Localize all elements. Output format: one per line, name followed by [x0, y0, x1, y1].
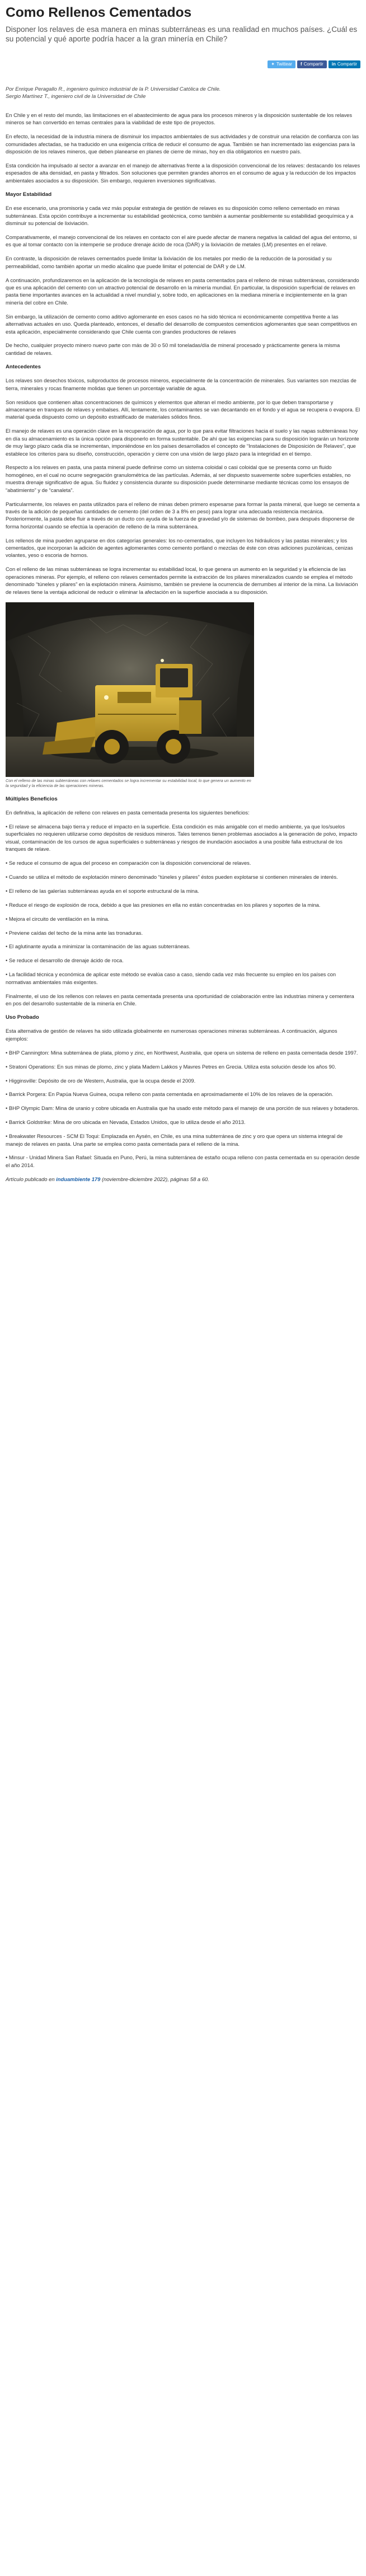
- body-paragraph: Esta condición ha impulsado al sector a avanzar en el manejo de alternativas frente a la disposición convencional de los relaves: destacando los relaves espesados de alta densidad, en pasta y filtrados. Son soluciones que permiten grandes ahorros en el consumo de agua y la reducción de los impactos ambientales asociados a su disposición. Sin embargo, requieren inversiones significativas.: [6, 162, 360, 184]
- list-item: • BHP Olympic Dam: Mina de uranio y cobre ubicada en Australia que ha usado este método para el manejo de una porción de sus relaves y botaderos.: [6, 1105, 359, 1112]
- mine-loader-photo: [6, 602, 254, 777]
- body-paragraph: Particularmente, los relaves en pasta utilizados para el relleno de minas deben primero espesarse para formar la pasta mineral, que luego se cementa a través de la adición de pequeñas cantidades de cemento (del orden de 3 a 8% en peso) para lograr una adecuada resistencia mecánica. Posteriormente, la pasta debe fluir a través de un ducto con ayuda de la fuerza de gravedad y/o de sistemas de bombeo, para después disponerse de forma horizontal cuando se efectúa la operación de relleno de la mina subterránea.: [6, 500, 360, 530]
- facebook-f-icon: f: [300, 62, 302, 67]
- list-item: • Minsur - Unidad Minera San Rafael: Situada en Puno, Perú, la mina subterránea de estaño ocupa relleno con pasta cementada en su operación desde el año 2014.: [6, 1154, 360, 1168]
- list-item: • Higginsville: Depósito de oro de Western, Australia, que la ocupa desde el 2009.: [6, 1077, 196, 1084]
- body-paragraph: Son residuos que contienen altas concentraciones de químicos y elementos que alteran el medio ambiente, por lo que deben transportarse y almacenarse en tranques de relaves y embalses. Allí, lentamente, los contaminantes se van decantando en el fondo y el agua se recupera o evapora. El material queda dispuesto como un depósito estratificado de materiales sólidos finos.: [6, 399, 360, 420]
- body-paragraph: El manejo de relaves es una operación clave en la recuperación de agua, por lo que para evitar filtraciones hacia el suelo y las napas subterráneas hoy en día su almacenamiento es la única opción para disponerlo en forma sustentable. De ahí que las exigencias para su disposición lograrán un horizonte de muy largo plazo cada día se incrementan, imponiéndose en los países desarrollados el concepto de “Instalaciones de Disposición de Relaves”, que establece los criterios para su diseño, construcción, operación y cierre con una visión de largo plazo para la integridad en el tiempo.: [6, 428, 359, 457]
- list-item: • El relave se almacena bajo tierra y reduce el impacto en la superficie. Esta condición es más amigable con el medio ambiente, ya que los/suelos superficiales no requieren utilizarse como depósitos de residuos mineros. Tales terrenos tienen problemas asociados a la generación de polvo, impacto visual, contaminación de los cursos de agua superficiales o subterráneas y riesgos de inundación asociados a una posible falla estructural de los tranques de relave.: [6, 823, 358, 853]
- list-item: • BHP Cannington: Mina subterránea de plata, plomo y zinc, en Northwest, Australia, que opera un sistema de relleno en pasta cementada desde 1997.: [6, 1049, 358, 1056]
- publication-suffix: (noviembre-diciembre 2022), páginas 58 a 60.: [100, 1175, 209, 1182]
- body-paragraph: De hecho, cualquier proyecto minero nuevo parte con más de 30 o 50 mil toneladas/día de mineral procesado y prácticamente genera la misma cantidad de relaves.: [6, 342, 340, 356]
- article-body: [6, 111, 360, 1183]
- list-item: • Reduce el riesgo de explosión de roca, debido a que las presiones en ella no están concentradas en los pilares y soportes de la mina.: [6, 901, 321, 908]
- list-item: • Se reduce el desarrollo de drenaje ácido de roca.: [6, 957, 124, 964]
- body-paragraph: En contraste, la disposición de relaves cementados puede limitar la lixiviación de los metales por medio de la reducción de la porosidad y su permeabilidad, como también aportar un medio alcalino que puede limitar el potencial de DAR y de LM.: [6, 255, 332, 269]
- linkedin-share-button[interactable]: [329, 60, 360, 68]
- facebook-share-label: Compartir: [303, 62, 323, 67]
- twitter-bird-icon: ✦: [271, 62, 275, 67]
- body-paragraph: En ese escenario, una promisoria y cada vez más popular estrategia de gestión de relaves es su disposición como relleno cementado en minas subterráneas. Esta opción contribuye a incrementar su estabilidad geotécnica, como también a aumentar posiblemente su estabilidad geoquímica y a disminuir su potencial de lixiviación.: [6, 205, 354, 227]
- body-paragraph: Esta alternativa de gestión de relaves ha sido utilizada globalmente en numerosas operaciones mineras subterráneas. A continuación, algunos ejemplos:: [6, 1028, 337, 1042]
- section-heading: Uso Probado: [6, 1014, 39, 1020]
- list-item: • Stratoni Operations: En sus minas de plomo, zinc y plata Madem Lakkos y Mavres Petres en Grecia. Utiliza esta solución desde los años 90.: [6, 1063, 336, 1070]
- share-bar: [6, 60, 360, 69]
- list-item: • El aglutinante ayuda a minimizar la contaminación de las aguas subterráneas.: [6, 943, 191, 950]
- facebook-share-button[interactable]: [297, 60, 327, 68]
- magazine-issue-link[interactable]: induambiente 179: [56, 1175, 101, 1182]
- list-item: • Se reduce el consumo de agua del proceso en comparación con la disposición convencional de relaves.: [6, 860, 251, 867]
- figure-caption: Con el relleno de las minas subterráneas con relaves cementados se logra incrementar su estabilidad local, lo que genera un aumento en la seguridad y la eficiencia de las operaciones mineras.: [6, 778, 251, 788]
- publication-prefix: Artículo publicado en: [6, 1175, 57, 1182]
- body-paragraph: En definitiva, la aplicación de relleno con relaves en pasta cementada presenta los siguientes beneficios:: [6, 809, 250, 816]
- list-item: • Barrick Porgera: En Papúa Nueva Guinea, ocupa relleno con pasta cementada en aproximadamente el 10% de los relaves de la operación.: [6, 1091, 334, 1098]
- list-item: • Breakwater Resources - SCM El Toqui: Emplazada en Aysén, en Chile, es una mina subterránea de zinc y oro que opera un sistema integral de manejo de relaves en pasta. Una parte se emplea como pasta cementada para el relleno de la mina.: [6, 1133, 343, 1147]
- body-paragraph: A continuación, profundizaremos en la aplicación de la tecnología de relaves en pasta cementados para el relleno de minas subterráneas, considerando que es una aplicación del cemento con un atractivo potencial de desarrollo en la minería mundial. En particular, la disposición superficial de relaves en pasta tiene importantes avances en la actualidad a nivel mundial y, sobre todo, en aplicaciones en la mediana minería e incipientemente en la gran minería del cobre en Chile.: [6, 277, 359, 306]
- body-paragraph: Los relaves son desechos tóxicos, subproductos de procesos mineros, especialmente de la concentración de minerales. Sus variantes son mezclas de tierra, minerales y rocas finamente molidas que tienen un porcentaje variable de agua.: [6, 377, 356, 391]
- list-item: • Previene caídas del techo de la mina ante las tronaduras.: [6, 929, 143, 936]
- article-title: Como Rellenos Cementados: [6, 5, 192, 20]
- body-paragraph: Con el relleno de las minas subterráneas se logra incrementar su estabilidad local, lo que genera un aumento en la seguridad y la eficiencia de las operaciones mineras. Por ejemplo, el relleno con relaves cementados permite la extracción de los pilares mineralizados cuando se emplea el método denominado “túneles y pilares” en la explotación minera. Asimismo, también se previene la ocurrencia de derrumbes al interior de la mina. La lixiviación de relaves tiene la ventaja adicional de reducir o eliminar la afectación en la superficie asociada a su disposición.: [6, 566, 358, 595]
- section-heading: Antecedentes: [6, 363, 41, 370]
- section-heading: Mayor Estabilidad: [6, 191, 52, 198]
- list-item: • Mejora el circuito de ventilación en la mina.: [6, 915, 110, 922]
- publication-note: [6, 1175, 360, 1183]
- body-paragraph: En efecto, la necesidad de la industria minera de disminuir los impactos ambientales de sus actividades y de construir una relación de confianza con las comunidades afectadas, se ha traducido en una exigencia crítica de reducir el consumo de agua. También se han incrementado las exigencias para la disposición de los relaves mineros, que deben planearse en planes de cierre de minas, hoy en día obligatorios en nuestro país.: [6, 133, 359, 155]
- author-line: Sergio Martínez T., ingeniero civil de la Universidad de Chile: [6, 93, 146, 99]
- body-paragraph: Respecto a los relaves en pasta, una pasta mineral puede definirse como un sistema coloidal o casi coloidal que se presenta como un fluido homogéneo, en el cual no ocurre segregación granulométrica de las partículas. Además, al ser dispuesto suavemente sobre superficies estables, no muestra drenaje significativo de agua. Su fluidez y consistencia durante su disposición puede determinarse mediante técnicas como los ensayos de “abatimiento” y de “canaleta”.: [6, 464, 351, 493]
- list-item: • Barrick Goldstrike: Mina de oro ubicada en Nevada, Estados Unidos, que lo utiliza desde el año 2013.: [6, 1119, 246, 1126]
- linkedin-share-label: Compartir: [337, 62, 357, 67]
- section-heading: Múltiples Beneficios: [6, 795, 58, 802]
- linkedin-in-icon: in: [331, 62, 336, 67]
- body-paragraph: Los rellenos de mina pueden agruparse en dos categorías generales: los no-cementados, que incluyen los hidráulicos y las pastas minerales; y los cementados, que incorporan la adición de agentes aglomerantes como cemento portland o mezclas de éste con otras adiciones puzolánicas, cenizas volantes, yeso o escoria de hornos.: [6, 537, 353, 559]
- list-item: • Cuando se utiliza el método de explotación minero denominado “túneles y pilares” éstos pueden explotarse si contienen minerales de interés.: [6, 873, 338, 880]
- list-item: • El relleno de las galerías subterráneas ayuda en el soporte estructural de la mina.: [6, 887, 199, 894]
- article-subtitle: Disponer los relaves de esa manera en minas subterráneas es una realidad en muchos países. ¿Cuál es su potencial y qué aporte podría hacer a la gran minería en Chile?: [6, 25, 358, 43]
- body-paragraph: Finalmente, el uso de los rellenos con relaves en pasta cementada presenta una oportunidad de colaboración entre las industrias minera y cementera en pos del desarrollo sustentable de la minería en Chile.: [6, 992, 354, 1006]
- twitter-share-button[interactable]: [268, 60, 295, 68]
- article-figure: [6, 602, 360, 789]
- twitter-share-label: Twittear: [276, 62, 292, 67]
- body-paragraph: Sin embargo, la utilización de cemento como aditivo aglomerante en esos casos no ha sido técnica ni económicamente competitiva frente a las alternativas actuales en uso. Queda planteado, entonces, el desafío del desarrollo de compuestos cementicios aglomerantes que sean competitivos en esta aplicación, especialmente considerando que Chile cuenta con grandes productores de relaves: [6, 313, 357, 335]
- author-line: Por Enrique Peragallo R., ingeniero químico industrial de la P. Universidad Católica de Chile.: [6, 86, 221, 92]
- article-authors: [6, 85, 360, 100]
- body-paragraph: En Chile y en el resto del mundo, las limitaciones en el abastecimiento de agua para los procesos mineros y la disposición sustentable de los relaves mineros se han convertido en temas centrales para la viabilidad de este tipo de proyectos.: [6, 112, 353, 126]
- body-paragraph: Comparativamente, el manejo convencional de los relaves en contacto con el aire puede afectar de manera negativa la calidad del agua del entorno, si es que al tomar contacto con la intemperie se produce drenaje ácido de roca (DAR) y la lixiviación de metales (LM) presentes en el relave.: [6, 233, 357, 248]
- list-item: • La facilidad técnica y económica de aplicar este método se evalúa caso a caso, siendo cada vez más frecuente su empleo en los países con normativas ambientales más exigentes.: [6, 971, 336, 985]
